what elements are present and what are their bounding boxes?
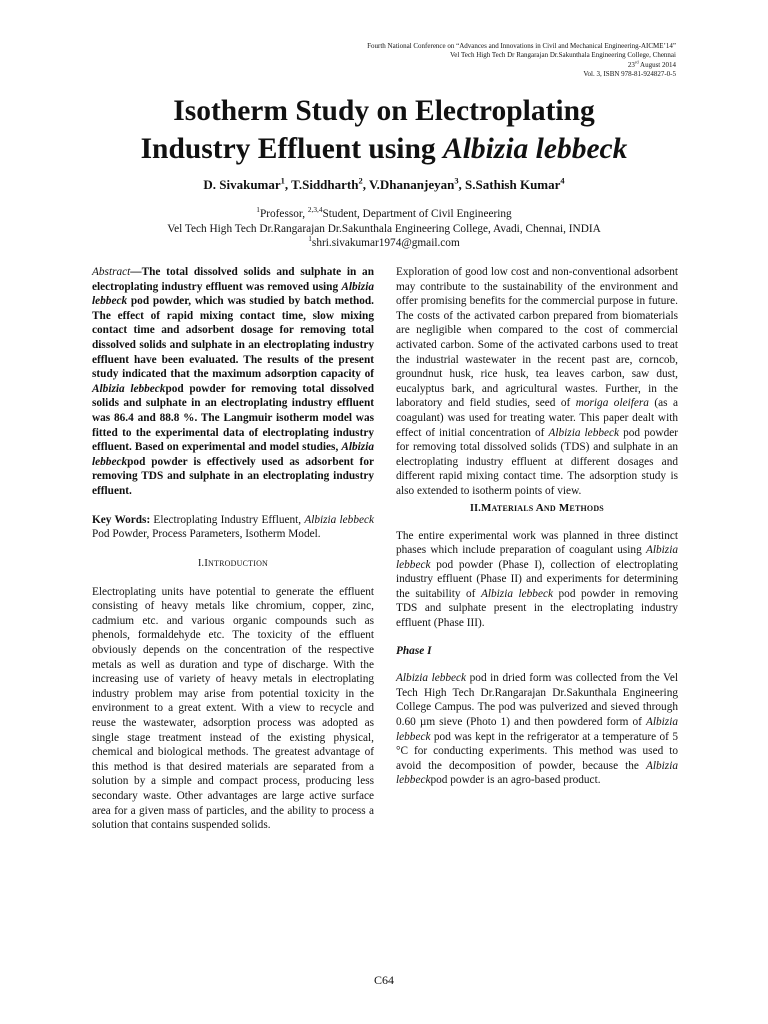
affiliation <box>0 207 768 251</box>
author: D. Sivakumar$^1$, <box>203 175 292 192</box>
introduction-paragraph: Electroplating units have potential to generate the effluent consisting of heavy metals like chromium, copper, zinc, cadmium etc. and various organic compounds such as phenols, formaldehyde etc. The toxicity of the effluent obviously depends on the concentration of the respective metals as well as duration and type of discharge. With the increasing use of variety of heavy metals in electroplating industry problem may arise from potential toxicity in the environment to a great extent. With a view to recycle and reuse the wastewater, adsorption process was adopted as single stage treatment instead of the existing physical, chemical and biological methods. The greatest advantage of this method is that desired materials are separated from a solution by a simple and compact process, producing less secondary waste. Other advantages are large active surface area for a given mass of particles, and the ability to process a solution that contains suspended solids. <box>92 585 374 832</box>
conference-name: Fourth National Conference on “Advances and Innovations in Civil and Mechanical Engineering-AICME’14” <box>367 42 676 50</box>
section-heading-materials-methods: II.Materials And Methods <box>470 501 604 514</box>
paper-title: Isotherm Study on Electroplating Industry Effluent using Albizia lebbeck <box>140 95 628 165</box>
author-list <box>0 177 768 193</box>
keywords: Key Words: Electroplating Industry Effluent, Albizia lebbeck Pod Powder, Process Parameters, Isotherm Model. <box>92 513 375 541</box>
conference-date: 23rd August 2014 <box>627 59 676 69</box>
author: V.Dhananjeyan$^3$, <box>368 175 466 192</box>
author-email: $^1$shri.sivakumar1974@gmail.com <box>308 234 460 249</box>
subheading-phase-1: Phase I <box>396 644 432 657</box>
conference-isbn: Vol. 3, ISBN 978-81-924827-0-5 <box>583 69 676 78</box>
conference-venue: Vel Tech High Tech Dr Rangarajan Dr.Sakunthala Engineering College, Chennai <box>449 51 676 60</box>
section-heading-introduction: I.Introduction <box>197 556 269 569</box>
conference-header <box>367 42 676 79</box>
left-column <box>92 265 374 833</box>
methods-paragraph: The entire experimental work was planned in three distinct phases which include preparation of coagulant using Albizia lebbeck pod powder (Phase I), collection of electroplating industry effluent (Phase II) and experiments for determining the suitability of Albizia lebbeck pod powder in removing TDS and sulphate present in the electroplating industry effluent (Phase III). <box>396 529 678 630</box>
page-number: C64 <box>373 973 394 987</box>
abstract: Abstract—The total dissolved solids and sulphate in an electroplating industry effluent was removed using Albizia lebbeck pod powder, which was studied by batch method. The effect of rapid mixing contact time, slow mixing contact time and adsorbent dosage for removing total dissolved solids and sulphate in an electroplating industry effluent have been evaluated. The results of the present study indicated that the maximum adsorption capacity of Albizia lebbeckpod powder for removing total dissolved solids and sulphate in an electroplating industry effluent was 86.4 and 88.8 %. The Langmuir isotherm model was fitted to the experimental data of electroplating industry effluent. Based on experimental and model studies, Albizia lebbeckpod powder is effectively used as adsorbent for removing TDS and sulphate in an electroplating industry effluent. <box>92 266 374 497</box>
introduction-continued: Exploration of good low cost and non-conventional adsorbent may contribute to the sustainability of the environment and offer promising benefits for the commercial purpose in future. The costs of the activated carbon prepared from biomaterials are negligible when compared to the cost of commercial activated carbon. Some of the activated carbons used to treat the industrial wastewater in the recent past are, corncob, groundnut husk, rice husk, tea leaves carbon, saw dust, eucalyptus bark, and agricultural wastes. Further, in the laboratory and field studies, seed of moriga oleifera (as a coagulant) was used for treating water. This paper dealt with effect of initial concentration of Albizia lebbeck pod powder for removing total dissolved solids (TDS) and sulphate in an electroplating industry effluent at different dosages and different rapid mixing contact time. The adsorption study is also extended to isotherm points of view. <box>396 266 678 497</box>
institution: Vel Tech High Tech Dr.Rangarajan Dr.Sakunthala Engineering College, Avadi, Chennai, INDIA <box>167 222 601 235</box>
author: T.Siddharth$^2$, <box>291 175 369 192</box>
right-column <box>396 265 678 788</box>
author-roles: $^1$Professor, $^{2,3,4}$Student, Department of Civil Engineering <box>256 205 512 220</box>
author: S.Sathish Kumar$^4$ <box>465 175 565 192</box>
phase-1-paragraph: Albizia lebbeck pod in dried form was collected from the Vel Tech High Tech Dr.Rangarajan Dr.Sakunthala Engineering College Campus. The pod was pulverized and sieved through 0.60 µm sieve (Photo 1) and then powdered form of Albizia lebbeck pod was kept in the refrigerator at a temperature of 5 °C for conducting experiments. This method was used to avoid the decomposition of powder, because the Albizia lebbeckpod powder is an agro-based product. <box>396 672 679 787</box>
